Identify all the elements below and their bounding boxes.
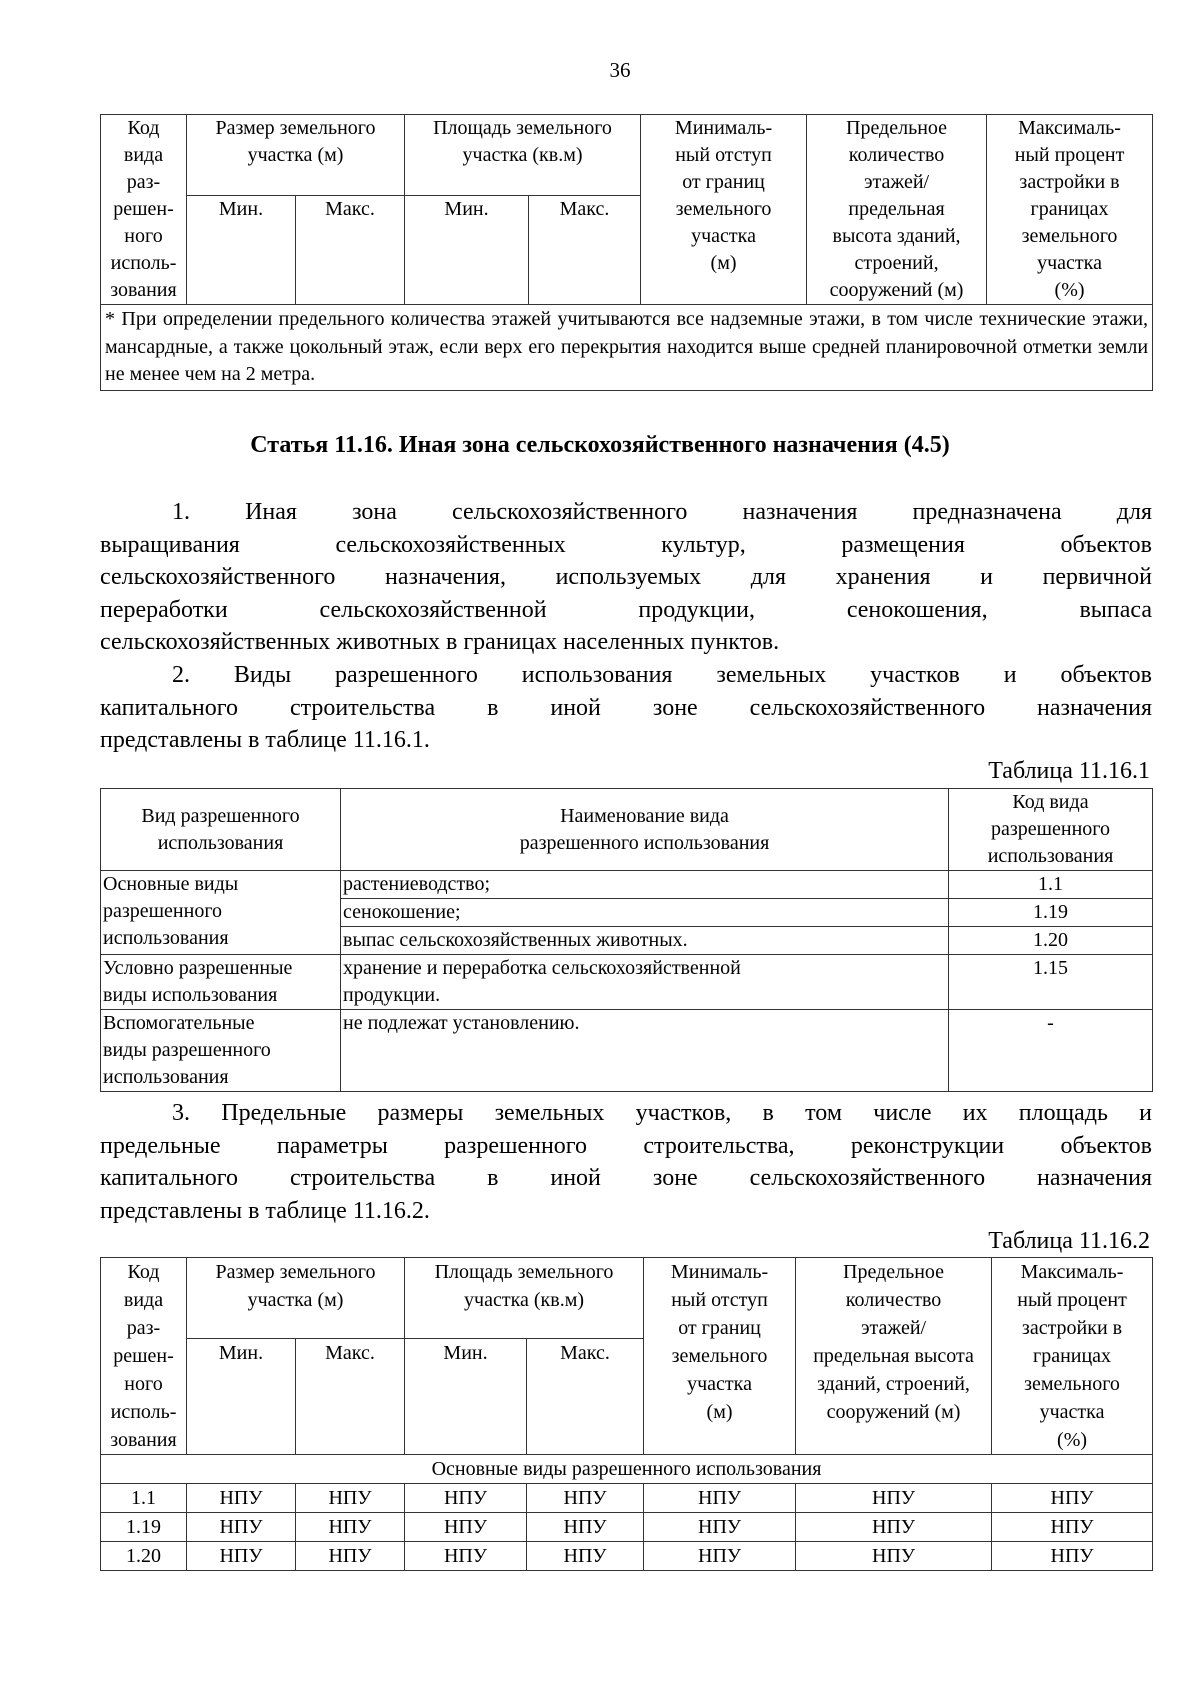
header-size: Размер земельного участка (м) [187, 115, 405, 196]
header-code: Код вида раз- решен- ного исполь- зования [101, 115, 187, 305]
cell: НПУ [296, 1513, 405, 1542]
header-size-min: Мин. [187, 1339, 296, 1455]
table1-caption: Таблица 11.16.1 [988, 758, 1150, 784]
header-size: Размер земельного участка (м) [187, 1258, 405, 1339]
cell: НПУ [796, 1513, 992, 1542]
group-label-conditional: Условно разрешенные виды использования [101, 955, 341, 1010]
cell: НПУ [405, 1513, 527, 1542]
group-label-main: Основные виды разрешенного использования [101, 871, 341, 955]
cell: НПУ [527, 1542, 644, 1571]
header-code: Код вида разрешенного использования [949, 789, 1153, 871]
cell: НПУ [187, 1542, 296, 1571]
use-name: не подлежат установлению. [341, 1010, 949, 1092]
header-floors: Предельное количество этажей/ предельная высота зданий, строений, сооружений (м) [807, 115, 987, 305]
use-code: 1.1 [949, 871, 1153, 899]
header-area-min: Мин. [405, 1339, 527, 1455]
cell: НПУ [187, 1484, 296, 1513]
use-code: - [949, 1010, 1153, 1092]
paragraph-1: 1. Иная зона сельскохозяйственного назначения предназначена для выращивания сельскохозяйственных культур, размещения объектов сельскохозяйственного назначения, используемых для хранения и первичной переработки сельскохозяйственной продукции, сенокошения, выпаса сельскохозяйственных животных в границах населенных пунктов. [100, 499, 1152, 655]
cell: НПУ [296, 1484, 405, 1513]
header-percent: Максималь- ный процент застройки в границах земельного участка (%) [987, 115, 1153, 305]
cell: НПУ [527, 1484, 644, 1513]
cell: НПУ [644, 1484, 796, 1513]
use-name: выпас сельскохозяйственных животных. [341, 927, 949, 955]
table2-caption: Таблица 11.16.2 [988, 1228, 1150, 1254]
cell-code: 1.20 [101, 1542, 187, 1571]
cell-code: 1.1 [101, 1484, 187, 1513]
page-number: 36 [609, 58, 631, 82]
cell: НПУ [296, 1542, 405, 1571]
header-size-max: Макс. [296, 1339, 405, 1455]
cell: НПУ [796, 1542, 992, 1571]
header-area-max: Макс. [529, 196, 641, 305]
use-code: 1.19 [949, 899, 1153, 927]
header-floors: Предельное количество этажей/ предельная высота зданий, строений, сооружений (м) [796, 1258, 992, 1455]
cell: НПУ [405, 1484, 527, 1513]
floors-footnote: * При определении предельного количества этажей учитываются все надземные этажи, в том числе технические этажи, мансардные, а также цокольный этаж, если верх его перекрытия находится выше средней планировочной отметки земли не менее чем на 2 метра. [101, 305, 1153, 391]
cell: НПУ [405, 1542, 527, 1571]
table-row [101, 1542, 1153, 1571]
cell: НПУ [796, 1484, 992, 1513]
table-row [101, 1513, 1153, 1542]
header-size-max: Макс. [296, 196, 405, 305]
permitted-uses-table [100, 788, 1153, 1092]
cell: НПУ [644, 1513, 796, 1542]
cell: НПУ [527, 1513, 644, 1542]
use-code: 1.20 [949, 927, 1153, 955]
header-kind: Вид разрешенного использования [101, 789, 341, 871]
cell: НПУ [992, 1542, 1153, 1571]
paragraph-3: 3. Предельные размеры земельных участков, в том числе их площадь и предельные параметры разрешенного строительства, реконструкции объектов капитального строительства в иной зоне сельскохозяйственного назначения представлены в таблице 11.16.2. [100, 1100, 1152, 1224]
header-percent: Максималь- ный процент застройки в границах земельного участка (%) [992, 1258, 1153, 1455]
cell-code: 1.19 [101, 1513, 187, 1542]
use-name: хранение и переработка сельскохозяйственной продукции. [341, 955, 949, 1010]
use-name: растениеводство; [341, 871, 949, 899]
cell: НПУ [992, 1513, 1153, 1542]
group-label-auxiliary: Вспомогательные виды разрешенного использования [101, 1010, 341, 1092]
header-size-min: Мин. [187, 196, 296, 305]
header-area: Площадь земельного участка (кв.м) [405, 1258, 644, 1339]
header-name: Наименование вида разрешенного использования [341, 789, 949, 871]
header-code: Код вида раз- решен- ного исполь- зования [101, 1258, 187, 1455]
header-area-min: Мин. [405, 196, 529, 305]
cell: НПУ [187, 1513, 296, 1542]
cell: НПУ [644, 1542, 796, 1571]
header-setback: Минималь- ный отступ от границ земельного участка (м) [641, 115, 807, 305]
section-label: Основные виды разрешенного использования [101, 1455, 1153, 1484]
article-title: Статья 11.16. Иная зона сельскохозяйственного назначения (4.5) [250, 432, 950, 458]
use-code: 1.15 [949, 955, 1153, 1010]
paragraph-2: 2. Виды разрешенного использования земельных участков и объектов капитального строительства в иной зоне сельскохозяйственного назначения представлены в таблице 11.16.1. [100, 662, 1152, 753]
header-area: Площадь земельного участка (кв.м) [405, 115, 641, 196]
limits-table [100, 1257, 1153, 1571]
use-name: сенокошение; [341, 899, 949, 927]
header-area-max: Макс. [527, 1339, 644, 1455]
cell: НПУ [992, 1484, 1153, 1513]
header-setback: Минималь- ный отступ от границ земельного участка (м) [644, 1258, 796, 1455]
limits-table-top [100, 114, 1153, 391]
table-row [101, 1484, 1153, 1513]
